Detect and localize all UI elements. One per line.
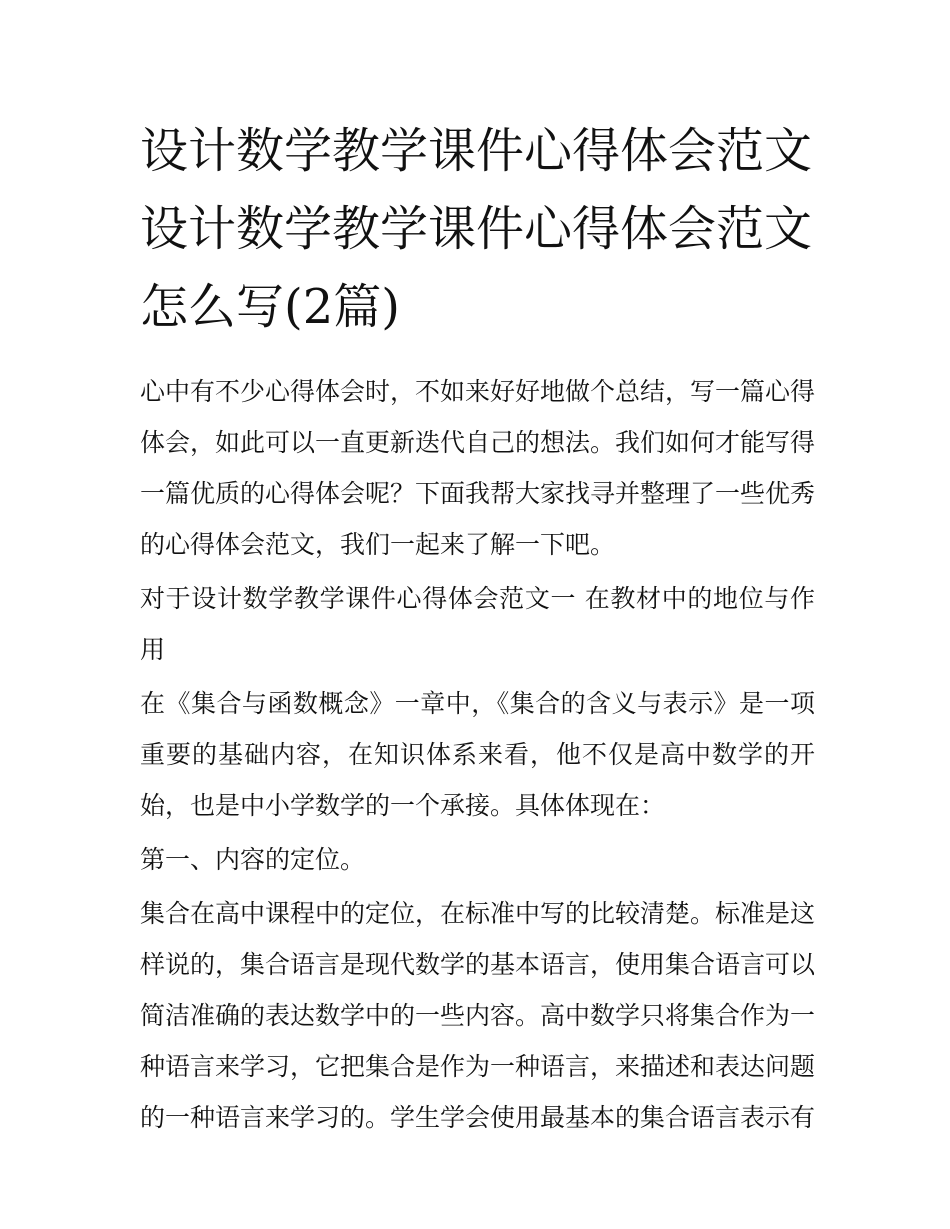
intro-paragraph: 心中有不少心得体会时，不如来好好地做个总结，写一篇心得体会，如此可以一直更新迭代自己的想法。我们如何才能写得一篇优质的心得体会呢？下面我帮大家找寻并整理了一些优秀的心得体会范文，我们一起来了解一下吧。 bbox=[140, 377, 816, 559]
subheading-paragraph: 第一、内容的定位。 bbox=[140, 845, 366, 874]
body-paragraph: 集合在高中课程中的定位，在标准中写的比较清楚。标准是这样说的，集合语言是现代数学的基本语言，使用集合语言可以简洁准确的表达数学中的一些内容。高中数学只将集合作为一种语言来学习，它把集合是作为一种语言，来描述和表达问题的一种语言来学习的。学生学会使用最基本的集合语言表示有 bbox=[140, 899, 816, 1132]
section-heading-paragraph: 对于设计数学教学课件心得体会范文一 在教材中的地位与作用 bbox=[140, 584, 815, 664]
document-page bbox=[140, 112, 815, 1146]
document-title: 设计数学教学课件心得体会范文 设计数学教学课件心得体会范文怎么写(2篇) bbox=[140, 123, 813, 335]
body-paragraph: 在《集合与函数概念》一章中，《集合的含义与表示》是一项重要的基础内容，在知识体系来看，他不仅是高中数学的开始，也是中小学数学的一个承接。具体体现在： bbox=[140, 689, 815, 820]
